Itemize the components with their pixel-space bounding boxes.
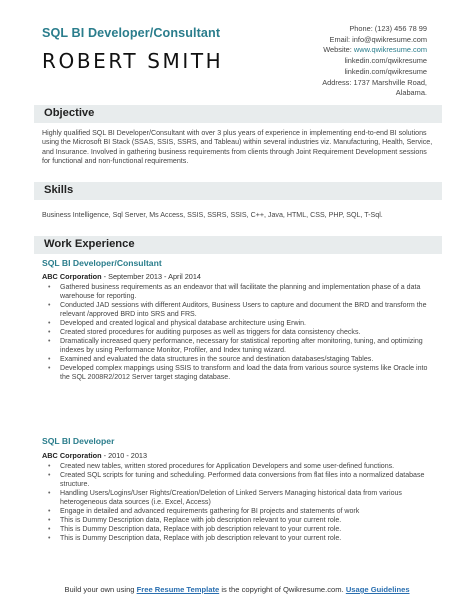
contact-website-label: Website: xyxy=(323,45,354,55)
contact-address: Address: 1737 Marshville Road, xyxy=(322,77,427,87)
free-resume-template-link[interactable]: Free Resume Template xyxy=(136,585,220,594)
job-bullet-list xyxy=(48,284,432,382)
job-bullet: • Developed and created logical and physical database architecture using Erwin. xyxy=(48,320,432,329)
contact-phone: Phone: (123) 456 78 99 xyxy=(349,24,427,33)
job-meta xyxy=(42,451,147,460)
usage-guidelines-link[interactable]: Usage Guidelines xyxy=(345,585,410,594)
contact-block xyxy=(267,24,427,99)
job-bullet: • Gathered business requirements as an endeavor that will facilitate the planning and implementation phase of a data warehouse for reporting. xyxy=(48,284,432,302)
job-dates: - September 2013 - April 2014 xyxy=(101,272,201,281)
skills-text: Business Intelligence, Sql Server, Ms Access, SSIS, SSRS, SSIS, C++, Java, HTML, CSS, PHP, SQL, T-Sql. xyxy=(42,211,383,219)
job-bullet: • This is Dummy Description data, Replace with job description relevant to your current role. xyxy=(48,535,432,544)
section-bar-objective xyxy=(34,105,442,123)
objective-text: Highly qualified SQL BI Developer/Consultant with over 3 plus years of experience in implementing end-to-end BI solutions using the Microsoft BI Stack (SSAS, SSIS, SSRS, and Tableau) within several industries viz. Manufacturing, Health, Service, and Insurance. Involved in gathering business requirements from clients through Joint Requirement Development sessions for functional and non-functional requirements. xyxy=(42,129,433,165)
contact-linkedin: linkedin.com/qwikresume xyxy=(344,66,427,76)
section-title-objective: Objective xyxy=(44,107,95,119)
candidate-name: ROBERT SMITH xyxy=(42,49,224,73)
job-bullet: • Handling Users/Logins/User Rights/Creation/Deletion of Linked Servers Managing historical data from various heterogeneous data sources (i.e. Excel, Access) xyxy=(48,490,432,508)
job-title: SQL BI Developer/Consultant xyxy=(42,258,162,268)
job-meta xyxy=(42,272,201,281)
job-bullet: • Conducted JAD sessions with different Auditors, Business Users to capture and document the BRD and transform the relevant /approved BRD into SRS and FRS. xyxy=(48,302,432,320)
footer-notice xyxy=(30,584,444,595)
job-company: ABC Corporation xyxy=(42,272,102,281)
job-company: ABC Corporation xyxy=(42,451,102,460)
job-bullet: • Examined and evaluated the data structures in the source and destination databases/staging Tables. xyxy=(48,356,432,365)
job-bullet: • Dramatically increased query performance, necessary for statistical reporting after monitoring, tuning, and optimizing indexes by using Performance Monitor, Profiler, and Index tuning wizard. xyxy=(48,338,432,356)
job-dates: - 2010 - 2013 xyxy=(101,451,148,460)
section-bar-skills xyxy=(34,182,442,200)
contact-website-line xyxy=(267,45,427,56)
section-title-skills: Skills xyxy=(44,184,74,196)
job-title: SQL BI Developer/Consultant xyxy=(42,26,221,40)
job-bullet: • Created SQL scripts for tuning and scheduling. Performed data conversions from flat files into a normalized database structure. xyxy=(48,472,432,490)
job-bullet: • This is Dummy Description data, Replace with job description relevant to your current role. xyxy=(48,526,432,535)
contact-address-state: Alabama. xyxy=(395,88,427,98)
footer-prefix: Build your own using xyxy=(64,585,137,594)
contact-email: Email: info@qwikresume.com xyxy=(329,34,427,44)
job-bullet: • Created stored procedures for auditing purposes as well as triggers for data consistency checks. xyxy=(48,329,432,338)
footer-middle: is the copyright of Qwikresume.com. xyxy=(219,585,346,594)
job-bullet: • Created new tables, written stored procedures for Application Developers and some user-defined functions. xyxy=(48,463,432,472)
job-bullet-list xyxy=(48,463,432,544)
contact-linkedin: linkedin.com/qwikresume xyxy=(344,56,427,66)
job-bullet: • Engage in detailed and advanced requirements gathering for BI projects and statements of work xyxy=(48,508,432,517)
contact-website-link[interactable]: www.qwikresume.com xyxy=(353,45,427,55)
section-title-experience: Work Experience xyxy=(44,238,135,250)
job-bullet: • This is Dummy Description data, Replace with job description relevant to your current role. xyxy=(48,517,432,526)
job-bullet: • Developed complex mappings using SSIS to transform and load the data from various source systems like Oracle into the SQL 2008R2/2012 Server target staging database. xyxy=(48,365,432,383)
job-title: SQL BI Developer xyxy=(42,436,115,446)
